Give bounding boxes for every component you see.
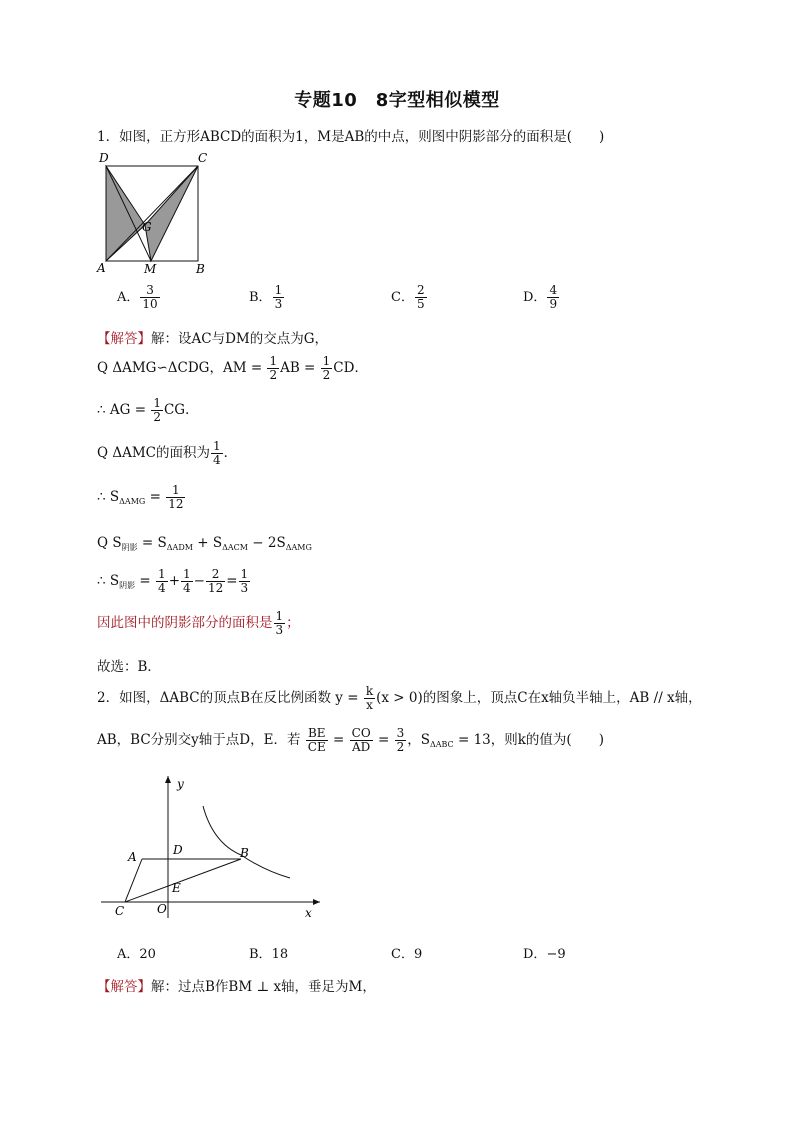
- segment-bc: [125, 859, 241, 902]
- label-c: C: [115, 904, 125, 918]
- q2-solution-intro: 【解答】解：过点B作BM ⊥ x轴，垂足为M，: [97, 979, 376, 995]
- label-y: y: [177, 777, 184, 791]
- label-o: O: [157, 902, 167, 916]
- label-d: D: [173, 843, 183, 857]
- label-b: B: [240, 846, 249, 860]
- q1-solution-intro: 【解答】解：设AC与DM的交点为G，: [97, 331, 329, 347]
- label-a: A: [97, 261, 106, 275]
- q1-solution-line-4: Q ΔAMC的面积为 $\frac{1}{4}$ ．: [97, 439, 238, 467]
- q1-solution-conclusion: 因此图中的阴影部分的面积是 $\frac{1}{3}$ ；: [97, 609, 300, 637]
- q2-option-c: C．9: [391, 947, 423, 962]
- q2-option-a: A．20: [117, 947, 156, 962]
- label-c: C: [198, 151, 208, 165]
- q1-answer: 故选：B．: [97, 659, 161, 675]
- label-a: A: [128, 850, 137, 864]
- q2-stem-line-1: 2．如图，ΔABC的顶点B在反比例函数 y = $\frac{k}{x}$ (x > 0)的图象上，顶点C在x轴负半轴上，AB // x轴，: [97, 684, 702, 712]
- q1-solution-line-7: ∴ $S_{阴影}$ = $\frac{1}{4}$ + $\frac{1}{4}$ − $\frac{2}{12}$ = $\frac{1}{3}$: [97, 567, 249, 595]
- label-d: D: [99, 151, 109, 165]
- q2-option-d: D．−9: [523, 947, 566, 962]
- q1-figure: [96, 148, 216, 278]
- q1-option-a: A． $\frac{3}{10}$: [117, 283, 158, 311]
- q2-stem-line-2: AB，BC分别交y轴于点D，E．若 $\frac{BE}{CE}$ = $\frac{CO}{AD}$ = $\frac{3}{2}$ ，$S_{\Delta ABC} = 13$，则k的值为( ): [97, 726, 604, 754]
- label-b: B: [196, 262, 205, 276]
- q1-stem: 1．如图，正方形ABCD的面积为1，M是AB的中点，则图中阴影部分的面积是( ): [97, 129, 605, 145]
- q2-figure: [95, 768, 335, 928]
- label-m: M: [144, 262, 157, 276]
- q1-solution-line-2: Q ΔAMG∽ΔCDG，AM = $\frac{1}{2}$ AB = $\frac{1}{2}$ CD．: [97, 354, 368, 382]
- q2-option-b: B．18: [249, 947, 289, 962]
- shaded-triangle-right: [145, 166, 198, 261]
- q1-option-b: B． $\frac{1}{3}$: [249, 283, 283, 311]
- shaded-triangle-left: [106, 166, 145, 261]
- label-e: E: [172, 881, 181, 895]
- q1-option-d: D． $\frac{4}{9}$: [523, 283, 558, 311]
- label-g: G: [142, 220, 152, 234]
- segment-ac: [125, 859, 142, 902]
- page-title: 专题10 8字型相似模型: [294, 90, 500, 111]
- q1-solution-line-5: ∴ $S_{\Delta AMG}$ = $\frac{1}{12}$: [97, 483, 184, 511]
- label-x: x: [305, 906, 312, 920]
- hyperbola-curve: [203, 806, 290, 878]
- q1-solution-line-6: Q $S_{阴影} = S_{\Delta ADM} + S_{\Delta ACM} - 2S_{\Delta AMG}$: [97, 535, 312, 552]
- q1-option-c: C． $\frac{2}{5}$: [391, 283, 425, 311]
- q1-solution-line-3: ∴ AG = $\frac{1}{2}$ CG．: [97, 396, 199, 424]
